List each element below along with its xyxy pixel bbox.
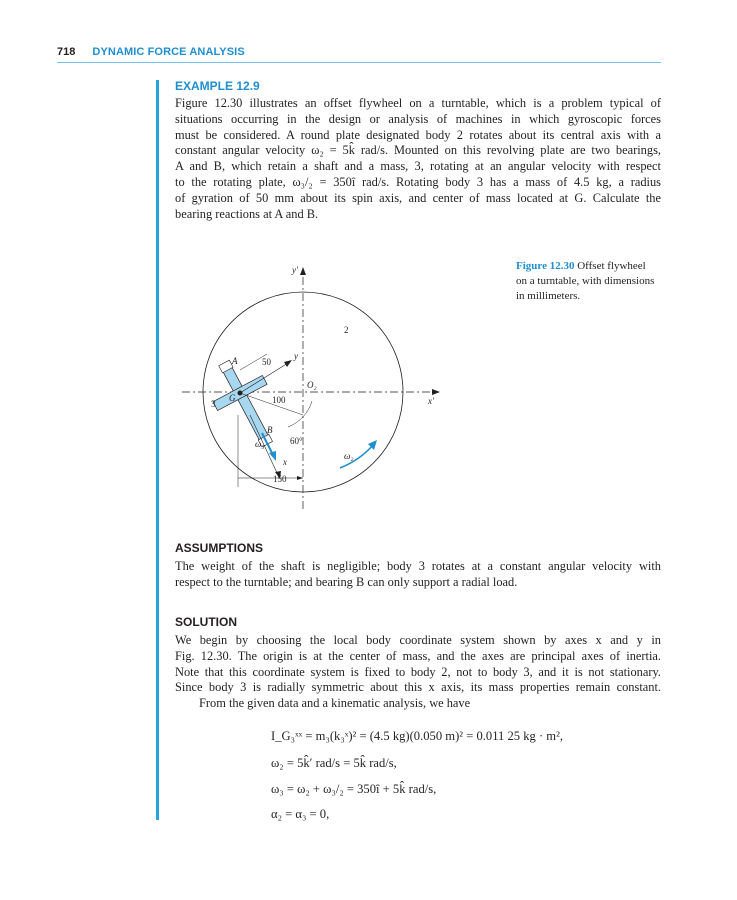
omega3-arrow-head [269, 451, 276, 461]
label-omega3: ω₃ [255, 439, 265, 449]
example-title: EXAMPLE 12.9 [175, 79, 260, 93]
caption-line: on a turntable, with dimensions [516, 275, 655, 287]
text-line: Since body 3 is radially symmetric about this x axis, its mass properties remain constant. [175, 680, 661, 695]
label-angle: 60° [290, 436, 303, 446]
text-line: Figure 12.30 illustrates an offset flywheel on a turntable, which is a problem typical of [175, 96, 661, 110]
label-x-prime: x′ [428, 396, 434, 406]
equation-omega2: ω₂ = 5k̂′ rad/s = 5k̂ rad/s, [271, 756, 397, 770]
text-line: The weight of the shaft is negligible; body 3 rotates at a constant angular velocity with [175, 559, 661, 573]
text-line: A and B, which retain a shaft and a mass, 3, rotating at an angular velocity with respect [175, 159, 661, 174]
chapter-title: DYNAMIC FORCE ANALYSIS [92, 46, 245, 58]
label-omega2: ω₂ [344, 451, 354, 461]
text-line: bearing reactions at A and B. [175, 206, 319, 221]
label-bearing-a: A [232, 356, 238, 366]
solution-text [175, 633, 661, 712]
caption-line: in millimeters. [516, 290, 581, 302]
text-line: of gyration of 50 mm about its spin axis, and center of mass located at G. Calculate the [175, 190, 661, 205]
label-local-x: x [283, 457, 287, 467]
label-body-3: 3 [211, 399, 216, 409]
running-header [57, 46, 661, 58]
caption-label: Figure 12.30 [516, 260, 575, 272]
example-statement [175, 96, 661, 222]
flywheel-shaft [222, 364, 272, 446]
equation-alpha: α₂ = α₃ = 0, [271, 807, 330, 821]
local-y-axis [240, 363, 288, 393]
x-prime-arrow [432, 389, 440, 395]
text-line: Fig. 12.30. The origin is at the center of mass, and the axes are principal axes of inertia. [175, 648, 661, 663]
equation-omega3: ω₃ = ω₂ + ω₃/₂ = 350î + 5k̂ rad/s, [271, 782, 437, 796]
label-dim-100: 100 [272, 395, 286, 405]
label-y-prime: y′ [292, 265, 298, 275]
label-dim-150: 150 [273, 474, 287, 484]
local-y-arrow [284, 360, 292, 367]
text-line: From the given data and a kinematic analysis, we have [199, 696, 471, 711]
label-body-2: 2 [344, 325, 349, 335]
text-line: Note that this coordinate system is fixed to body 2, not to body 3, and it is not stationary. [175, 664, 661, 679]
flywheel-figure [170, 255, 460, 520]
equation-inertia: I_G₃ˣˣ = m₃(k₃ˣ)² = (4.5 kg)(0.050 m)² = 0.011 25 kg · m², [271, 729, 564, 743]
caption-line: Offset flywheel [577, 260, 646, 272]
dim-150-arrow [297, 476, 303, 480]
assumptions-text [175, 559, 661, 591]
text-line: respect to the turntable; and bearing B can only support a radial load. [175, 574, 518, 589]
figure-caption [516, 259, 676, 304]
text-line: must be considered. A round plate designated body 2 rotates about its central axis with a [175, 127, 661, 142]
header-rule [57, 62, 661, 63]
text-line: We begin by choosing the local body coordinate system shown by axes x and y in [175, 633, 661, 647]
label-g: G [229, 393, 236, 403]
text-line: situations occurring in the design or analysis of machines in which gyroscopic forces [175, 111, 661, 126]
solution-title: SOLUTION [175, 615, 237, 629]
page-number: 718 [57, 46, 76, 58]
example-margin-bar [156, 80, 159, 820]
label-bearing-b: B [267, 425, 273, 435]
y-prime-arrow [300, 267, 306, 275]
label-local-y: y [294, 351, 298, 361]
label-o2: O₂ [307, 380, 317, 390]
label-dim-50: 50 [262, 357, 271, 367]
text-line: constant angular velocity ω₂ = 5k̂ rad/s. Mounted on this revolving plate are two bearings, [175, 143, 661, 158]
text-line: to the rotating plate, ω₃/₂ = 350î rad/s. Rotating body 3 has a mass of 4.5 kg, a radius [175, 174, 661, 189]
assumptions-title: ASSUMPTIONS [175, 541, 264, 555]
